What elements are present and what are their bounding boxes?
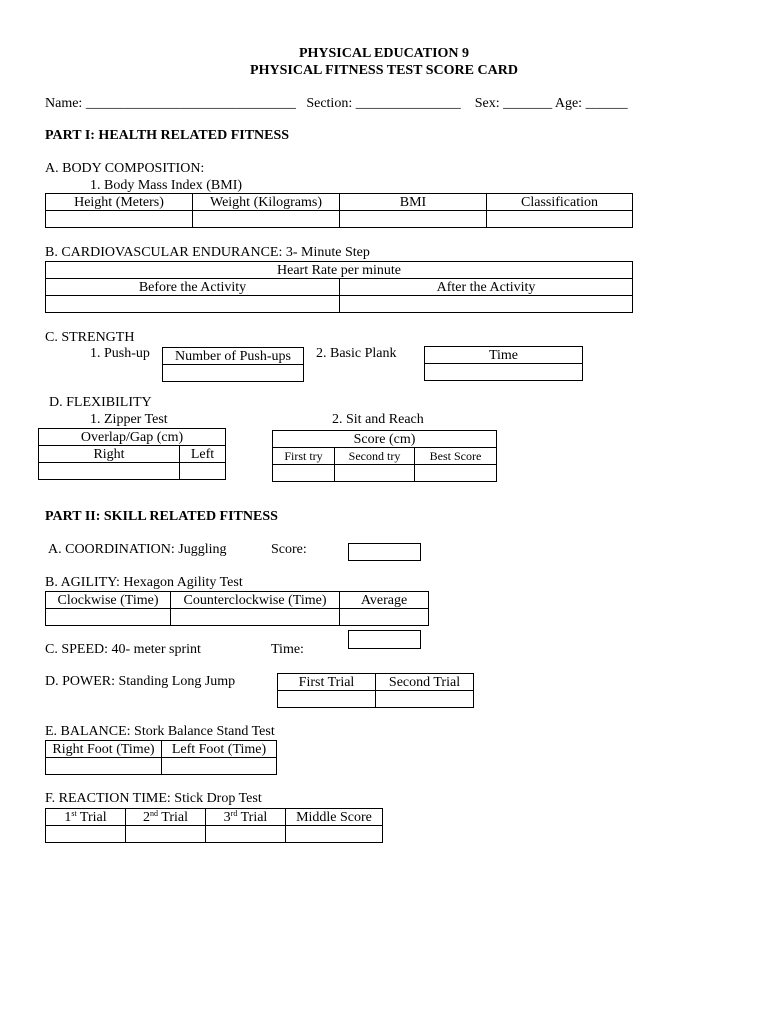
sit-reach-second-cell[interactable] (335, 465, 415, 482)
body-composition-heading: A. BODY COMPOSITION: (45, 161, 205, 176)
plank-header: Time (425, 347, 583, 364)
sit-reach-label: 2. Sit and Reach (332, 412, 424, 427)
cardio-header-before: Before the Activity (46, 279, 340, 296)
sit-reach-header-second: Second try (335, 448, 415, 465)
cardio-table (45, 261, 633, 313)
reaction-middle-cell[interactable] (286, 826, 383, 843)
sit-reach-table (272, 430, 497, 482)
zipper-right-cell[interactable] (39, 463, 180, 480)
bmi-height-cell[interactable] (46, 211, 193, 228)
sex-field[interactable]: _______ (503, 96, 553, 111)
zipper-header-right: Right (39, 446, 180, 463)
pushup-header: Number of Push-ups (163, 348, 304, 365)
pushup-cell[interactable] (163, 365, 304, 382)
reaction-trial3-cell[interactable] (206, 826, 286, 843)
zipper-left-cell[interactable] (180, 463, 226, 480)
agility-clockwise-cell[interactable] (46, 609, 171, 626)
cardio-heading: B. CARDIOVASCULAR ENDURANCE: 3- Minute Step (45, 245, 370, 260)
strength-heading: C. STRENGTH (45, 330, 135, 345)
part2-title: PART II: SKILL RELATED FITNESS (45, 509, 278, 524)
reaction-header-trial3: 3rd Trial (206, 809, 286, 826)
title-line-2: PHYSICAL FITNESS TEST SCORE CARD (250, 63, 518, 78)
bmi-subheading: 1. Body Mass Index (BMI) (90, 178, 243, 193)
section-field[interactable]: _______________ (355, 96, 461, 111)
agility-header-clockwise: Clockwise (Time) (46, 592, 171, 609)
zipper-table (38, 428, 226, 480)
reaction-heading: F. REACTION TIME: Stick Drop Test (45, 791, 262, 806)
reaction-trial2-cell[interactable] (126, 826, 206, 843)
bmi-classification-cell[interactable] (487, 211, 633, 228)
plank-cell[interactable] (425, 364, 583, 381)
section-label: Section: (306, 96, 353, 111)
power-first-cell[interactable] (278, 691, 376, 708)
agility-header-average: Average (340, 592, 429, 609)
plank-label: 2. Basic Plank (316, 346, 397, 361)
sit-reach-best-cell[interactable] (415, 465, 497, 482)
plank-table (424, 346, 583, 381)
coordination-heading: A. COORDINATION: Juggling (48, 542, 227, 557)
power-header-first: First Trial (278, 674, 376, 691)
title-line-1: PHYSICAL EDUCATION 9 (298, 46, 470, 61)
reaction-trial1-cell[interactable] (46, 826, 126, 843)
age-label: Age: (554, 96, 583, 111)
agility-heading: B. AGILITY: Hexagon Agility Test (45, 575, 243, 590)
part1-title: PART I: HEALTH RELATED FITNESS (45, 128, 290, 143)
bmi-value-cell[interactable] (340, 211, 487, 228)
cardio-before-cell[interactable] (46, 296, 340, 313)
pushup-label: 1. Push-up (90, 346, 150, 361)
power-table (277, 673, 474, 708)
power-second-cell[interactable] (376, 691, 474, 708)
bmi-header-bmi: BMI (340, 194, 487, 211)
power-heading: D. POWER: Standing Long Jump (45, 674, 236, 689)
reaction-table (45, 808, 383, 843)
balance-header-right: Right Foot (Time) (46, 741, 162, 758)
balance-table (45, 740, 277, 775)
bmi-header-height: Height (Meters) (46, 194, 193, 211)
cardio-top-header: Heart Rate per minute (46, 262, 633, 279)
bmi-header-classification: Classification (487, 194, 633, 211)
coordination-score-box[interactable] (348, 543, 421, 561)
sit-reach-header-best: Best Score (415, 448, 497, 465)
reaction-header-middle: Middle Score (286, 809, 383, 826)
sex-label: Sex: (474, 96, 500, 111)
sit-reach-header-first: First try (273, 448, 335, 465)
balance-header-left: Left Foot (Time) (162, 741, 277, 758)
agility-table (45, 591, 429, 626)
flexibility-heading: D. FLEXIBILITY (49, 395, 152, 410)
info-line (45, 96, 628, 112)
power-header-second: Second Trial (376, 674, 474, 691)
bmi-weight-cell[interactable] (193, 211, 340, 228)
speed-time-label: Time: (271, 642, 304, 657)
pushup-table (162, 347, 304, 382)
name-field[interactable]: ______________________________ (85, 96, 296, 111)
bmi-header-weight: Weight (Kilograms) (193, 194, 340, 211)
reaction-header-trial1: 1st Trial (46, 809, 126, 826)
sit-reach-first-cell[interactable] (273, 465, 335, 482)
zipper-header-left: Left (180, 446, 226, 463)
zipper-top-header: Overlap/Gap (cm) (39, 429, 226, 446)
coordination-score-label: Score: (271, 542, 307, 557)
agility-header-counterclockwise: Counterclockwise (Time) (171, 592, 340, 609)
balance-left-cell[interactable] (162, 758, 277, 775)
bmi-table (45, 193, 633, 228)
balance-heading: E. BALANCE: Stork Balance Stand Test (45, 724, 275, 739)
cardio-after-cell[interactable] (340, 296, 633, 313)
agility-counterclockwise-cell[interactable] (171, 609, 340, 626)
age-field[interactable]: ______ (585, 96, 628, 111)
sit-reach-top-header: Score (cm) (273, 431, 497, 448)
agility-average-cell[interactable] (340, 609, 429, 626)
zipper-label: 1. Zipper Test (90, 412, 168, 427)
cardio-header-after: After the Activity (340, 279, 633, 296)
balance-right-cell[interactable] (46, 758, 162, 775)
reaction-header-trial2: 2nd Trial (126, 809, 206, 826)
speed-time-box[interactable] (348, 630, 421, 649)
name-label: Name: (45, 96, 83, 111)
speed-heading: C. SPEED: 40- meter sprint (45, 642, 201, 657)
